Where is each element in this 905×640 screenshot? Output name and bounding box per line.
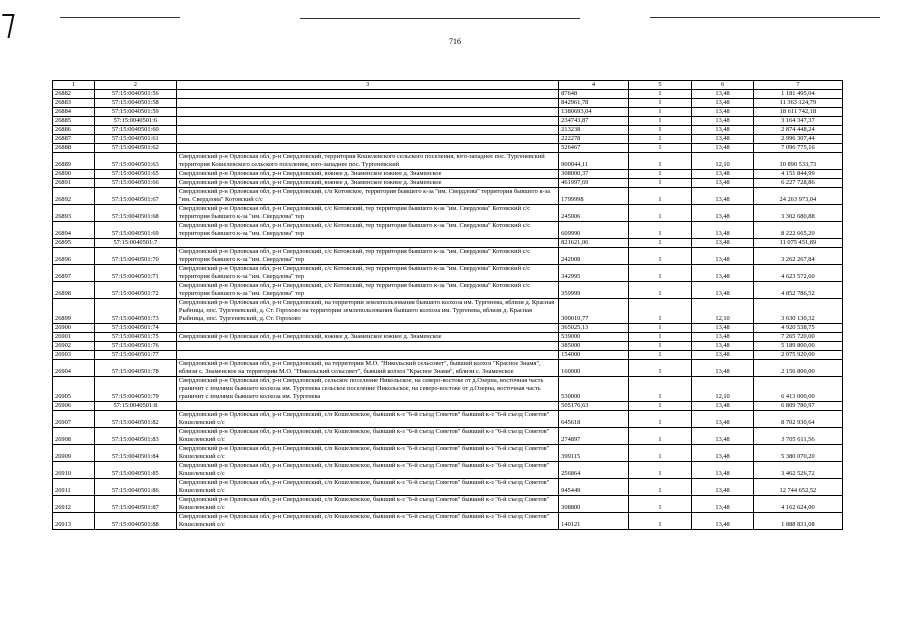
area-cell: 530000 <box>559 377 629 402</box>
row-number-cell: 26899 <box>53 299 95 324</box>
rate-cell: 13,48 <box>692 248 753 265</box>
area-cell: 256864 <box>559 462 629 479</box>
rate-cell: 13,48 <box>692 333 753 342</box>
row-number-cell: 26907 <box>53 411 95 428</box>
cadastral-number-cell: 57:15:0040501:70 <box>94 248 176 265</box>
row-number-cell: 26883 <box>53 99 95 108</box>
cadastral-value-cell: 4 852 786,52 <box>753 282 842 299</box>
cadastral-number-cell: 57:15:0040501:77 <box>94 351 176 360</box>
cadastral-value-cell: 8 702 930,64 <box>753 411 842 428</box>
area-cell: 461997,69 <box>559 179 629 188</box>
rate-cell: 13,48 <box>692 99 753 108</box>
cadastral-value-cell: 11 075 451,89 <box>753 239 842 248</box>
row-number-cell: 26891 <box>53 179 95 188</box>
rate-cell: 13,48 <box>692 282 753 299</box>
address-cell: Свердловский р-н Орловская обл, р-н Свердловский, с/п Кошелевское, бывший к-з "6-й съезд Советов" бывший к-з "6-й съезд Советов" Кошелевский с/с <box>176 513 558 530</box>
table-row <box>53 153 843 170</box>
count-cell: 1 <box>628 513 692 530</box>
cadastral-value-cell: 2 874 448,24 <box>753 126 842 135</box>
cadastral-number-cell: 57:15:0040501:88 <box>94 513 176 530</box>
cadastral-number-cell: 57:15:0040501:71 <box>94 265 176 282</box>
count-cell: 1 <box>628 445 692 462</box>
column-header-5: 5 <box>628 81 692 90</box>
count-cell: 1 <box>628 360 692 377</box>
rate-cell: 13,48 <box>692 239 753 248</box>
page-number: 716 <box>449 37 461 46</box>
area-cell: 342995 <box>559 265 629 282</box>
cadastral-value-cell: 4 162 624,00 <box>753 496 842 513</box>
count-cell: 1 <box>628 222 692 239</box>
column-header-6: 6 <box>692 81 753 90</box>
count-cell: 1 <box>628 248 692 265</box>
area-cell: 365025,13 <box>559 324 629 333</box>
cadastral-number-cell: 57:15:0040501:6 <box>94 117 176 126</box>
rate-cell: 13,48 <box>692 188 753 205</box>
count-cell: 1 <box>628 324 692 333</box>
area-cell: 821621,06 <box>559 239 629 248</box>
table-header-row <box>53 81 843 90</box>
cadastral-value-cell: 3 164 347,37 <box>753 117 842 126</box>
count-cell: 1 <box>628 126 692 135</box>
area-cell: 526467 <box>559 144 629 153</box>
table-row <box>53 333 843 342</box>
count-cell: 1 <box>628 282 692 299</box>
cadastral-number-cell: 57:15:0040501:67 <box>94 188 176 205</box>
address-cell: Свердловский р-н Орловская обл, р-н Свердловский, с/с Котовский, тер территория бывшего к-за "им. Свердлова" Котовский с/с территория бывшего к-за "им. Свердлова" тер <box>176 222 558 239</box>
row-number-cell: 26889 <box>53 153 95 170</box>
count-cell: 1 <box>628 205 692 222</box>
table-row <box>53 479 843 496</box>
row-number-cell: 26905 <box>53 377 95 402</box>
row-number-cell: 26893 <box>53 205 95 222</box>
cadastral-value-cell: 3 705 611,56 <box>753 428 842 445</box>
rate-cell: 13,48 <box>692 222 753 239</box>
address-cell <box>176 144 558 153</box>
area-cell: 385000 <box>559 342 629 351</box>
table-row <box>53 170 843 179</box>
address-cell: Свердловский р-н Орловская обл, р-н Свердловский, территория Кошелевского сельского поселения, юго-западнее пос. Тургеневский территория Кошелевского сельского поселения, юго-западнее пос. Тургеневский <box>176 153 558 170</box>
table-row <box>53 108 843 117</box>
table-row <box>53 342 843 351</box>
cadastral-number-cell: 57:15:0040501:76 <box>94 342 176 351</box>
column-header-1: 1 <box>53 81 95 90</box>
table-row <box>53 324 843 333</box>
address-cell: Свердловский р-н Орловская обл, р-н Свердловский, на территории М.О. "Никольский сельсовет", бывший колхоз "Красное Знамя", вблизи с. Знаменское на территории М.О. "Никольский сельсовет", бывший колхоз "Красное Знамя", вблизи с. Знаменское <box>176 360 558 377</box>
area-cell: 539000 <box>559 333 629 342</box>
count-cell: 1 <box>628 479 692 496</box>
table-row <box>53 351 843 360</box>
cadastral-value-cell: 3 630 130,32 <box>753 299 842 324</box>
address-cell <box>176 108 558 117</box>
row-number-cell: 26888 <box>53 144 95 153</box>
area-cell: 154000 <box>559 351 629 360</box>
area-cell: 242008 <box>559 248 629 265</box>
rate-cell: 13,48 <box>692 144 753 153</box>
count-cell: 1 <box>628 462 692 479</box>
cadastral-number-cell: 57:15:0040501:86 <box>94 479 176 496</box>
area-cell: 274897 <box>559 428 629 445</box>
scan-line-left <box>60 17 180 18</box>
rate-cell: 13,48 <box>692 90 753 99</box>
cadastral-number-cell: 57:15:0040501:66 <box>94 179 176 188</box>
area-cell: 359999 <box>559 282 629 299</box>
cadastral-number-cell: 57:15:0040501:61 <box>94 135 176 144</box>
table-row <box>53 90 843 99</box>
count-cell: 1 <box>628 90 692 99</box>
table-row <box>53 299 843 324</box>
cadastral-number-cell: 57:15:0040501:59 <box>94 108 176 117</box>
cadastral-value-cell: 1 181 495,04 <box>753 90 842 99</box>
rate-cell: 13,48 <box>692 179 753 188</box>
row-number-cell: 26885 <box>53 117 95 126</box>
cadastral-value-cell: 2 996 307,44 <box>753 135 842 144</box>
table-row <box>53 411 843 428</box>
area-cell: 645618 <box>559 411 629 428</box>
area-cell: 213238 <box>559 126 629 135</box>
cadastral-value-cell: 7 265 720,00 <box>753 333 842 342</box>
area-cell: 308800 <box>559 496 629 513</box>
count-cell: 1 <box>628 351 692 360</box>
cadastral-value-cell: 18 611 742,18 <box>753 108 842 117</box>
row-number-cell: 26896 <box>53 248 95 265</box>
table-row <box>53 377 843 402</box>
table-row <box>53 99 843 108</box>
table-row <box>53 188 843 205</box>
cadastral-value-cell: 4 151 844,99 <box>753 170 842 179</box>
cadastral-number-cell: 57:15:0040501:60 <box>94 126 176 135</box>
rate-cell: 13,48 <box>692 108 753 117</box>
cadastral-number-cell: 57:15:0040501:58 <box>94 99 176 108</box>
cadastral-number-cell: 57:15:0040501:73 <box>94 299 176 324</box>
row-number-cell: 26904 <box>53 360 95 377</box>
cadastral-value-cell: 1 888 831,08 <box>753 513 842 530</box>
area-cell: 300010,77 <box>559 299 629 324</box>
table-row <box>53 248 843 265</box>
address-cell <box>176 351 558 360</box>
rate-cell: 12,10 <box>692 299 753 324</box>
cadastral-number-cell: 57:15:0040501:83 <box>94 428 176 445</box>
cadastral-value-cell: 8 222 665,20 <box>753 222 842 239</box>
cadastral-number-cell: 57:15:0040501:78 <box>94 360 176 377</box>
count-cell: 1 <box>628 411 692 428</box>
column-header-7: 7 <box>753 81 842 90</box>
address-cell: Свердловский р-н Орловская обл, р-н Свердловский, с/п Кошелевское, бывший к-з "6-й съезд Советов" бывший к-з "6-й съезд Советов" Кошелевский с/с <box>176 479 558 496</box>
table-row <box>53 144 843 153</box>
address-cell <box>176 402 558 411</box>
cadastral-number-cell: 57:15:0040501:8 <box>94 402 176 411</box>
address-cell <box>176 324 558 333</box>
count-cell: 1 <box>628 428 692 445</box>
count-cell: 1 <box>628 265 692 282</box>
count-cell: 1 <box>628 239 692 248</box>
address-cell: Свердловский р-н Орловская обл, р-н Свердловский, с/п Котовское, территория бывшего к-за "им. Свердлова" территория бывшего к-за "им. Свердлова" Котовский с/с <box>176 188 558 205</box>
cadastral-number-cell: 57:15:0040501:84 <box>94 445 176 462</box>
cadastral-number-cell: 57:15:0040501:72 <box>94 282 176 299</box>
rate-cell: 13,48 <box>692 445 753 462</box>
cadastral-value-cell: 6 809 780,97 <box>753 402 842 411</box>
cadastral-number-cell: 57:15:0040501:62 <box>94 144 176 153</box>
count-cell: 1 <box>628 333 692 342</box>
table-row <box>53 126 843 135</box>
rate-cell: 13,48 <box>692 342 753 351</box>
cadastral-number-cell: 57:15:0040501:82 <box>94 411 176 428</box>
column-header-2: 2 <box>94 81 176 90</box>
area-cell: 505176,63 <box>559 402 629 411</box>
table-row <box>53 402 843 411</box>
table-row <box>53 360 843 377</box>
row-number-cell: 26912 <box>53 496 95 513</box>
row-number-cell: 26890 <box>53 170 95 179</box>
cadastral-number-cell: 57:15:0040501:74 <box>94 324 176 333</box>
row-number-cell: 26882 <box>53 90 95 99</box>
rate-cell: 13,48 <box>692 126 753 135</box>
count-cell: 1 <box>628 402 692 411</box>
area-cell: 609990 <box>559 222 629 239</box>
row-number-cell: 26909 <box>53 445 95 462</box>
rate-cell: 13,48 <box>692 428 753 445</box>
area-cell: 308000,37 <box>559 170 629 179</box>
address-cell: Свердловский р-н Орловская обл, р-н Свердловский, с/с Котовский, тер территория бывшего к-за "им. Свердлова" Котовский с/с территория бывшего к-за "им. Свердлова" тер <box>176 248 558 265</box>
rate-cell: 13,48 <box>692 205 753 222</box>
area-cell: 945449 <box>559 479 629 496</box>
rate-cell: 13,48 <box>692 360 753 377</box>
address-cell: Свердловский р-н Орловская обл, р-н Свердловский, с/п Кошелевское, бывший к-з "6-й съезд Советов" бывший к-з "6-й съезд Советов" Кошелевский с/с <box>176 428 558 445</box>
table-row <box>53 428 843 445</box>
row-number-cell: 26894 <box>53 222 95 239</box>
address-cell <box>176 117 558 126</box>
address-cell: Свердловский р-н Орловская обл, р-н Свердловский, с/п Кошелевское, бывший к-з "6-й съезд Советов" бывший к-з "6-й съезд Советов" Кошелевский с/с <box>176 445 558 462</box>
area-cell: 234743,87 <box>559 117 629 126</box>
table-row <box>53 496 843 513</box>
table-row <box>53 239 843 248</box>
cadastral-value-cell: 10 890 533,73 <box>753 153 842 170</box>
rate-cell: 12,10 <box>692 377 753 402</box>
rate-cell: 13,48 <box>692 324 753 333</box>
rate-cell: 13,48 <box>692 265 753 282</box>
table-row <box>53 179 843 188</box>
count-cell: 1 <box>628 144 692 153</box>
address-cell: Свердловский р-н Орловская обл, р-н Свердловский, с/с Котовский, тер территория бывшего к-за "им. Свердлова" Котовский с/с территория бывшего к-за "им. Свердлова" тер <box>176 282 558 299</box>
row-number-cell: 26903 <box>53 351 95 360</box>
cadastral-value-cell: 4 920 538,75 <box>753 324 842 333</box>
table-row <box>53 265 843 282</box>
rate-cell: 13,48 <box>692 170 753 179</box>
row-number-cell: 26908 <box>53 428 95 445</box>
rate-cell: 13,48 <box>692 351 753 360</box>
count-cell: 1 <box>628 179 692 188</box>
row-number-cell: 26911 <box>53 479 95 496</box>
row-number-cell: 26900 <box>53 324 95 333</box>
rate-cell: 13,48 <box>692 411 753 428</box>
cadastral-number-cell: 57:15:0040501:69 <box>94 222 176 239</box>
row-number-cell: 26913 <box>53 513 95 530</box>
cadastral-number-cell: 57:15:0040501:68 <box>94 205 176 222</box>
address-cell: Свердловский р-н Орловская обл, р-н Свердловский, с/с Котовский, тер территория бывшего к-за "им. Свердлова" Котовский с/с территория бывшего к-за "им. Свердлова" тер <box>176 205 558 222</box>
area-cell: 399115 <box>559 445 629 462</box>
cadastral-number-cell: 57:15:0040501:87 <box>94 496 176 513</box>
scan-line-center <box>300 18 580 19</box>
count-cell: 1 <box>628 188 692 205</box>
row-number-cell: 26887 <box>53 135 95 144</box>
address-cell <box>176 126 558 135</box>
cadastral-number-cell: 57:15:0040501:75 <box>94 333 176 342</box>
cadastral-value-cell: 2 075 920,00 <box>753 351 842 360</box>
cadastral-value-cell: 12 744 652,52 <box>753 479 842 496</box>
cadastral-value-cell: 6 227 728,86 <box>753 179 842 188</box>
cadastral-number-cell: 57:15:0040501:63 <box>94 153 176 170</box>
rate-cell: 13,48 <box>692 117 753 126</box>
address-cell: Свердловский р-н Орловская обл, р-н Свердловский, южнее д. Знаменское южнее д. Знаменское <box>176 333 558 342</box>
address-cell: Свердловский р-н Орловская обл, р-н Свердловский, сельское поселение Никольское, на северо-востоке от д.Озерна, восточная часть граничит с землями бывшего колхоза им. Тургенева сельское поселение Никольское, на северо-востоке от д.Озерна, восточная часть граничит с землями бывшего колхоза им. Тургенева <box>176 377 558 402</box>
row-number-cell: 26902 <box>53 342 95 351</box>
area-cell: 1799998 <box>559 188 629 205</box>
table-row <box>53 205 843 222</box>
cadastral-value-cell: 3 462 526,72 <box>753 462 842 479</box>
address-cell: Свердловский р-н Орловская обл, р-н Свердловский, с/п Кошелевское, бывший к-з "6-й съезд Советов" бывший к-з "6-й съезд Советов" Кошелевский с/с <box>176 411 558 428</box>
address-cell <box>176 90 558 99</box>
rate-cell: 12,10 <box>692 153 753 170</box>
scan-corner-mark <box>0 14 15 38</box>
cadastral-value-cell: 5 189 800,00 <box>753 342 842 351</box>
area-cell: 842961,78 <box>559 99 629 108</box>
cadastral-number-cell: 57:15:0040501:85 <box>94 462 176 479</box>
rate-cell: 13,48 <box>692 479 753 496</box>
address-cell: Свердловский р-н Орловская обл, р-н Свердловский, с/п Кошелевское, бывший к-з "6-й съезд Советов" бывший к-з "6-й съезд Советов" Кошелевский с/с <box>176 462 558 479</box>
cadastral-value-cell: 24 263 973,04 <box>753 188 842 205</box>
area-cell: 1380693,04 <box>559 108 629 117</box>
rate-cell: 13,48 <box>692 402 753 411</box>
address-cell <box>176 99 558 108</box>
cadastral-value-cell: 6 413 000,00 <box>753 377 842 402</box>
address-cell <box>176 135 558 144</box>
row-number-cell: 26901 <box>53 333 95 342</box>
count-cell: 1 <box>628 496 692 513</box>
area-cell: 87648 <box>559 90 629 99</box>
count-cell: 1 <box>628 299 692 324</box>
rate-cell: 13,48 <box>692 496 753 513</box>
table-row <box>53 117 843 126</box>
count-cell: 1 <box>628 108 692 117</box>
table-row <box>53 462 843 479</box>
cadastral-value-cell: 4 623 572,60 <box>753 265 842 282</box>
cadastral-value-cell: 3 302 680,88 <box>753 205 842 222</box>
cadastral-value-cell: 11 363 124,79 <box>753 99 842 108</box>
table-row <box>53 135 843 144</box>
table-row <box>53 282 843 299</box>
table-row <box>53 445 843 462</box>
cadastral-number-cell: 57:15:0040501:65 <box>94 170 176 179</box>
cadastral-number-cell: 57:15:0040501:7 <box>94 239 176 248</box>
row-number-cell: 26906 <box>53 402 95 411</box>
column-header-4: 4 <box>559 81 629 90</box>
count-cell: 1 <box>628 342 692 351</box>
cadastral-value-cell: 5 380 070,20 <box>753 445 842 462</box>
column-header-3: 3 <box>176 81 558 90</box>
area-cell: 160000 <box>559 360 629 377</box>
area-cell: 900044,11 <box>559 153 629 170</box>
address-cell: Свердловский р-н Орловская обл, р-н Свердловский, с/п Кошелевское, бывший к-з "6-й съезд Советов" бывший к-з "6-й съезд Советов" Кошелевский с/с <box>176 496 558 513</box>
row-number-cell: 26898 <box>53 282 95 299</box>
cadastral-value-cell: 3 262 267,84 <box>753 248 842 265</box>
area-cell: 245006 <box>559 205 629 222</box>
scan-line-right <box>650 17 880 18</box>
area-cell: 140121 <box>559 513 629 530</box>
count-cell: 1 <box>628 99 692 108</box>
rate-cell: 13,48 <box>692 462 753 479</box>
cadastral-value-cell: 7 096 775,16 <box>753 144 842 153</box>
count-cell: 1 <box>628 170 692 179</box>
registry-table <box>52 80 843 530</box>
row-number-cell: 26910 <box>53 462 95 479</box>
count-cell: 1 <box>628 135 692 144</box>
rate-cell: 13,48 <box>692 513 753 530</box>
cadastral-number-cell: 57:15:0040501:56 <box>94 90 176 99</box>
row-number-cell: 26884 <box>53 108 95 117</box>
address-cell: Свердловский р-н Орловская обл, р-н Свердловский, южнее д. Знаменское южнее д. Знаменское <box>176 179 558 188</box>
row-number-cell: 26897 <box>53 265 95 282</box>
cadastral-number-cell: 57:15:0040501:79 <box>94 377 176 402</box>
cadastral-value-cell: 2 156 800,00 <box>753 360 842 377</box>
area-cell: 222278 <box>559 135 629 144</box>
address-cell: Свердловский р-н Орловская обл, р-н Свердловский, на территории землепользования бывшего колхоза им. Тургенева, вблизи д. Красная Рыбница, пос. Тургеневский, д. Ст. Горохово на территории землепользования бывшего колхоза им. Тургенева, вблизи д. Красная Рыбница, пос. Тургеневский, д. Ст. Горохово <box>176 299 558 324</box>
count-cell: 1 <box>628 117 692 126</box>
count-cell: 1 <box>628 377 692 402</box>
address-cell: Свердловский р-н Орловская обл, р-н Свердловский, с/с Котовский, тер территория бывшего к-за "им. Свердлова" Котовский с/с территория бывшего к-за "им. Свердлова" тер <box>176 265 558 282</box>
table-body <box>53 90 843 530</box>
rate-cell: 13,48 <box>692 135 753 144</box>
row-number-cell: 26892 <box>53 188 95 205</box>
table-row <box>53 222 843 239</box>
row-number-cell: 26886 <box>53 126 95 135</box>
count-cell: 1 <box>628 153 692 170</box>
address-cell <box>176 342 558 351</box>
row-number-cell: 26895 <box>53 239 95 248</box>
address-cell: Свердловский р-н Орловская обл, р-н Свердловский, южнее д. Знаменское южнее д. Знаменское <box>176 170 558 179</box>
table-row <box>53 513 843 530</box>
address-cell <box>176 239 558 248</box>
